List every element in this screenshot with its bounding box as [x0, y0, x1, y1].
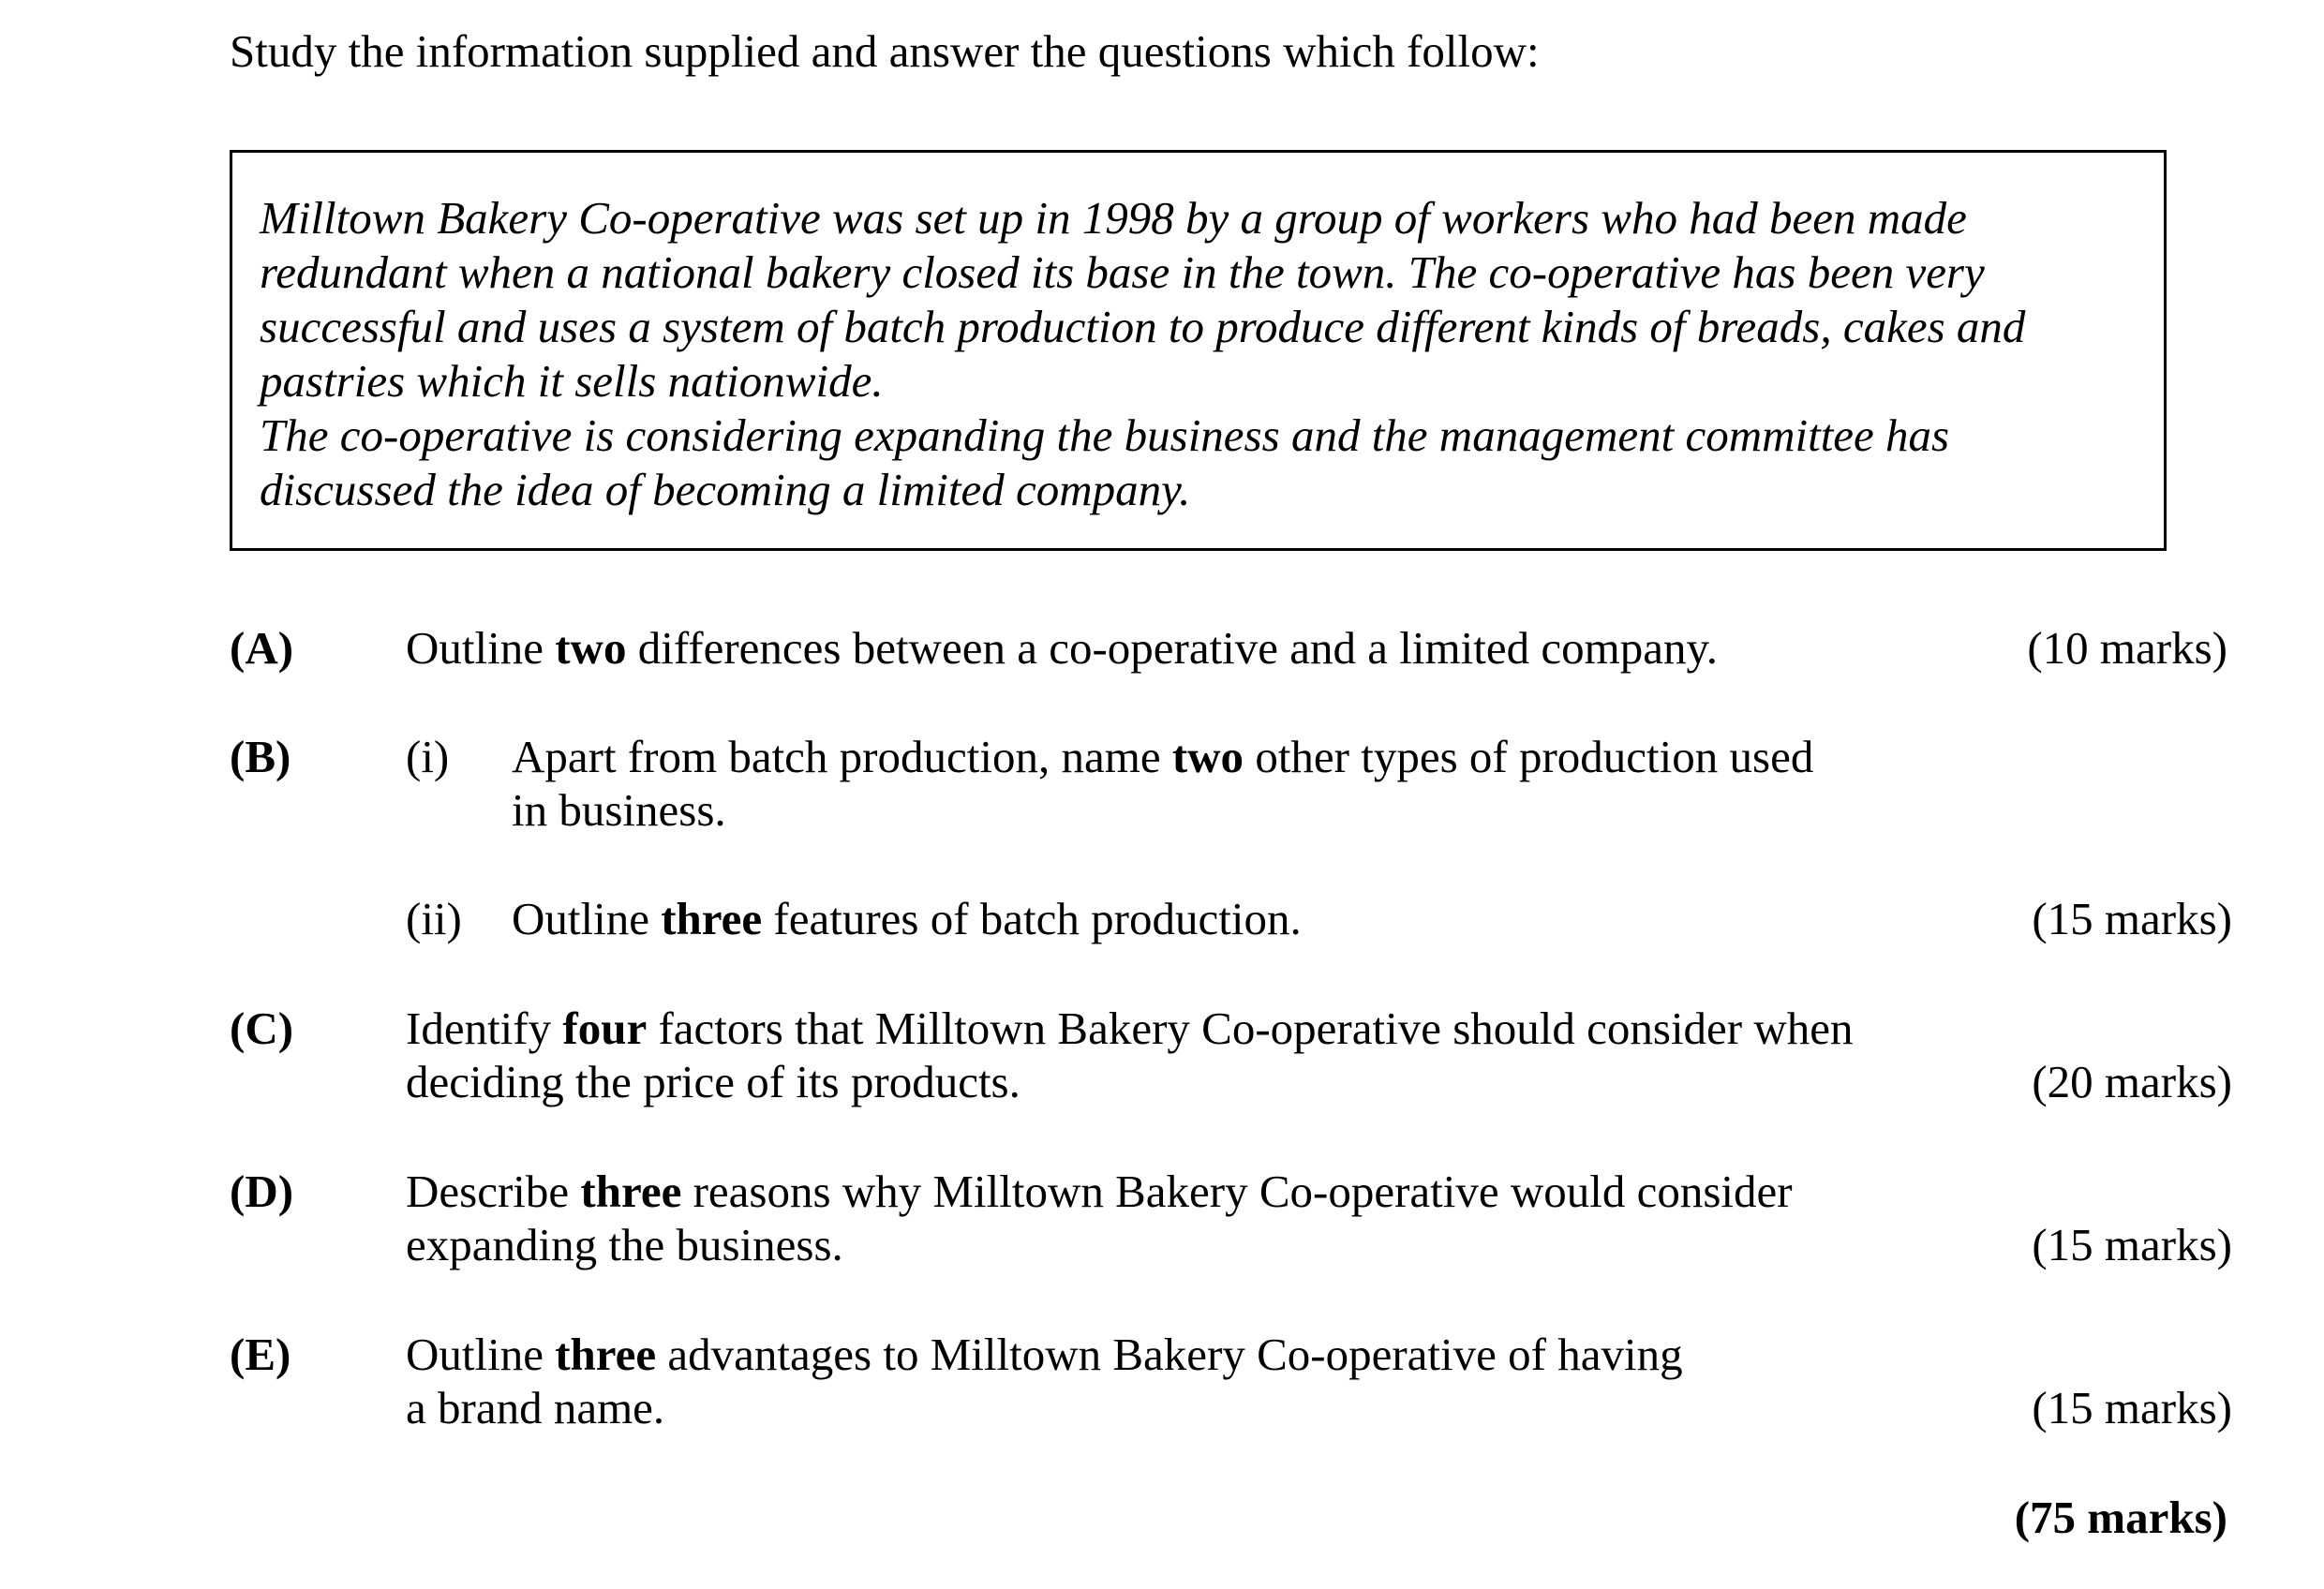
case-line: successful and uses a system of batch production to produce different kinds of breads, cakes and [260, 301, 2026, 352]
question-b-i-post: other types of production used [1244, 731, 1814, 782]
question-c-pre: Identify [406, 1002, 563, 1054]
question-a-text [406, 621, 1718, 676]
question-b-ii-bold: three [661, 893, 763, 944]
question-e-marks: (15 marks) [2032, 1382, 2232, 1433]
case-line: The co-operative is considering expanding the business and the management committee has [260, 409, 1950, 461]
question-b-i-bold: two [1171, 731, 1244, 782]
total-marks: (75 marks) [2014, 1492, 2227, 1543]
question-a-marks: (10 marks) [2027, 622, 2227, 674]
question-e-post: advantages to Milltown Bakery Co-operative of having [656, 1329, 1683, 1380]
question-d-pre: Describe [406, 1166, 581, 1217]
question-b-ii-pre: Outline [512, 893, 662, 944]
question-b-i-number: (i) [406, 731, 450, 782]
instructions: Study the information supplied and answer the questions which follow: [230, 25, 1540, 77]
question-c-bold: four [562, 1002, 648, 1054]
question-b-marks: (15 marks) [2032, 893, 2232, 944]
question-b-ii-text [512, 892, 1302, 946]
question-d-text [406, 1165, 1793, 1219]
case-study-text [260, 191, 2025, 517]
case-line: Milltown Bakery Co-operative was set up in 1998 by a group of workers who had been made [260, 192, 1967, 244]
case-line: pastries which it sells nationwide. [260, 355, 884, 407]
question-d-line2: expanding the business. [406, 1219, 843, 1270]
question-a-post: differences between a co-operative and a limited company. [626, 622, 1719, 674]
question-c-post: factors that Milltown Bakery Co-operative should consider when [647, 1002, 1854, 1054]
question-a-bold: two [555, 622, 627, 674]
question-c-text [406, 1002, 1854, 1056]
question-b-i-pre: Apart from batch production, name [512, 731, 1172, 782]
question-e-label: (E) [230, 1329, 291, 1380]
question-c-line2: deciding the price of its products. [406, 1056, 1020, 1107]
case-line: redundant when a national bakery closed its base in the town. The co-operative has been very [260, 246, 1985, 298]
question-e-text [406, 1328, 1683, 1382]
question-b-i-text [512, 730, 1813, 784]
question-a-pre: Outline [406, 622, 556, 674]
question-d-marks: (15 marks) [2032, 1219, 2232, 1270]
case-line: discussed the idea of becoming a limited company. [260, 464, 1191, 515]
question-b-ii-number: (ii) [406, 893, 462, 944]
question-d-post: reasons why Milltown Bakery Co-operative would consider [681, 1166, 1793, 1217]
case-study-box [230, 150, 2167, 551]
question-e-bold: three [555, 1329, 657, 1380]
question-b-label: (B) [230, 731, 291, 782]
question-e-line2: a brand name. [406, 1382, 665, 1433]
question-d-label: (D) [230, 1166, 294, 1217]
question-d-bold: three [580, 1166, 682, 1217]
question-b-i-line2: in business. [512, 784, 726, 836]
question-b-ii-post: features of batch production. [762, 893, 1302, 944]
question-c-label: (C) [230, 1002, 294, 1054]
question-e-pre: Outline [406, 1329, 556, 1380]
question-c-marks: (20 marks) [2032, 1056, 2232, 1107]
question-a-label: (A) [230, 622, 294, 674]
